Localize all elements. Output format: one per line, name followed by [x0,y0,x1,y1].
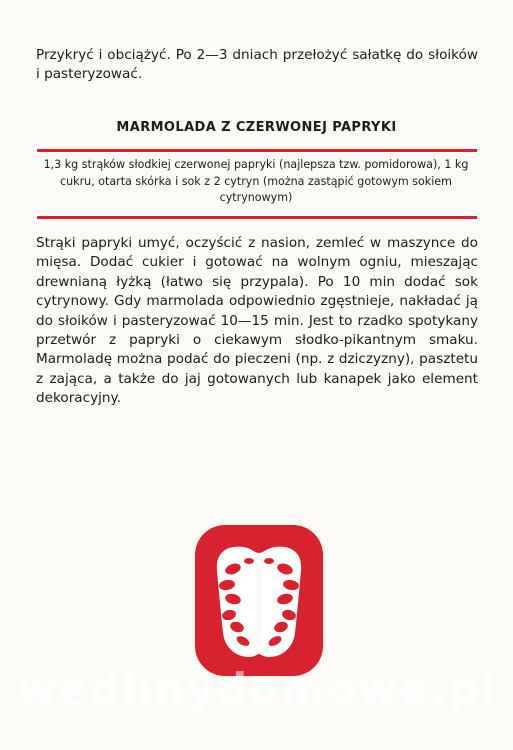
ingredients-text: 1,3 kg strąków słodkiej czerwonej papryki (najlepsza tzw. pomidorowa), 1 kg cukru, otarta skórka i sok z 2 cytryn (można zastąpić gotowym sokiem cytrynowym) [43,158,469,205]
divider-top [37,149,477,152]
pepper-cross-section-icon [193,523,325,678]
method-paragraph: Strąki papryki umyć, oczyścić z nasion, zemleć w maszynce do mięsa. Dodać cukier i gotować na wolnym ogniu, mieszając drewnianą łyżką (łatwo się przypala). Po 10 min dodać sok cytrynowy. Gdy marmolada odpowiednio zgęstnieje, nakładać ją do słoików i pasteryzować 10—15 min. Jest to rzadko spotykany przetwór z papryki o ciekawym słodko-pikantnym smaku. Marmoladę można podać do pieczeni (np. z dziczyzny), pasztetu z zająca, a także do jaj gotowanych lub kanapek jako element dekoracyjny. [36,235,478,407]
intro-paragraph: Przykryć i obciążyć. Po 2—3 dniach przełożyć sałatkę do słoików i pasteryzować. [36,47,478,83]
divider-bottom [37,216,477,219]
recipe-title: MARMOLADA Z CZERWONEJ PAPRYKI [116,120,397,135]
watermark: wedlinydomowe.pl [16,664,497,715]
